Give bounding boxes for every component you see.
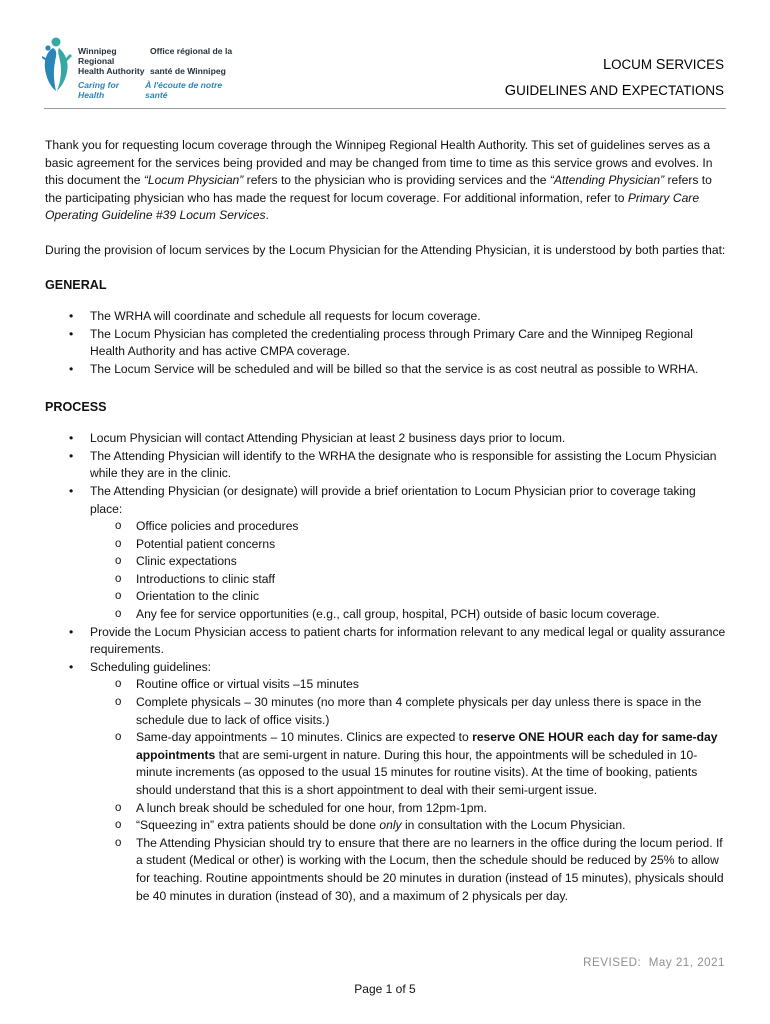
wrha-figure-icon <box>40 36 74 92</box>
sub-list-item: o Potential patient concerns <box>90 536 727 554</box>
sub-list-item: o “Squeezing in” extra patients should be done only in consultation with the Locum Physician. <box>90 817 727 835</box>
general-list <box>45 308 727 378</box>
revised-date <box>583 956 725 969</box>
logo-fr-line2: santé de Winnipeg <box>150 66 226 76</box>
intro-paragraph-2: During the provision of locum services by the Locum Physician for the Attending Physician, it is understood by both parties that: <box>45 242 726 257</box>
sub-list-item: o Clinic expectations <box>90 553 727 571</box>
scheduling-sublist <box>90 676 727 905</box>
list-item: • The Locum Service will be scheduled and will be billed so that the service is as cost neutral as possible to WRHA. <box>45 361 727 379</box>
list-item-text: The Attending Physician (or designate) will provide a brief orientation to Locum Physician prior to coverage taking place: <box>90 483 696 516</box>
wrha-logo <box>40 34 240 100</box>
sub-list-item: o Routine office or virtual visits –15 minutes <box>90 676 727 694</box>
list-item <box>45 483 727 624</box>
sub-list-item: o Complete physicals – 30 minutes (no more than 4 complete physicals per day unless there is space in the schedule due to lack of office visits.) <box>90 694 727 729</box>
logo-tagline-en: Caring for Health <box>78 80 120 100</box>
list-item: • The Attending Physician will identify to the WRHA the designate who is responsible for assisting the Locum Physician while they are in the clinic. <box>45 448 727 483</box>
orientation-sublist <box>90 518 727 624</box>
sub-list-item: o Orientation to the clinic <box>90 588 727 606</box>
logo-text <box>78 46 240 100</box>
sub-list-item: o A lunch break should be scheduled for one hour, from 12pm-1pm. <box>90 800 727 818</box>
logo-en-line2: Health Authority <box>78 66 145 76</box>
revised-label: REVISED: <box>583 956 642 969</box>
page-number: Page 1 of 5 <box>354 982 416 996</box>
list-item: • Provide the Locum Physician access to patient charts for information relevant to any medical legal or quality assurance requirements. <box>45 624 727 659</box>
sub-list-item: o Same-day appointments – 10 minutes. Clinics are expected to reserve ONE HOUR each day for same-day appointments that are semi-urgent in nature. During this hour, the appointments will be scheduled in 10-minute increments (as opposed to the usual 15 minutes for routine visits). At the time of booking, patients should understand that this is a short appointment to deal with their semi-urgent issue. <box>90 729 727 799</box>
sub-list-item: o The Attending Physician should try to ensure that there are no learners in the office during the locum period. If a student (Medical or other) is working with the Locum, then the schedule should be reduced by 25% to allow for teaching. Routine appointments should be 20 minutes in duration (instead of 15 minutes), physicals should be 40 minutes in duration (instead of 30), and a maximum of 2 physicals per day. <box>90 835 727 905</box>
sub-list-item: o Any fee for service opportunities (e.g., call group, hospital, PCH) outside of basic locum coverage. <box>90 606 727 624</box>
list-item: • The WRHA will coordinate and schedule all requests for locum coverage. <box>45 308 727 326</box>
logo-fr-line1: Office régional de la <box>150 46 233 56</box>
sub-list-item: o Introductions to clinic staff <box>90 571 727 589</box>
intro-paragraph-1: Thank you for requesting locum coverage through the Winnipeg Regional Health Authority. This set of guidelines serves as a basic agreement for the services being provided and may be changed from time to time as this service grows and evolves. In this document the “Locum Physician” refers to the physician who is providing services and the “Attending Physician” refers to the participating physician who has made the request for locum coverage. For additional information, refer to Primary Care Operating Guideline #39 Locum Services. <box>45 138 713 223</box>
logo-en-line1: Winnipeg Regional <box>78 46 117 66</box>
sub-list-item: o Office policies and procedures <box>90 518 727 536</box>
header-divider <box>44 108 726 109</box>
title-line-1: LOCUM SERVICES <box>602 57 724 73</box>
section-heading-general: GENERAL <box>45 277 107 292</box>
process-list <box>45 430 727 905</box>
list-item <box>45 659 727 905</box>
logo-tagline-fr: À l'écoute de notre santé <box>145 80 223 100</box>
list-item-text: Scheduling guidelines: <box>90 659 212 674</box>
document-body <box>45 137 727 905</box>
revised-value: May 21, 2021 <box>648 956 725 969</box>
title-line-2: GUIDELINES AND EXPECTATIONS <box>504 83 724 99</box>
document-title <box>505 52 724 104</box>
list-item: • Locum Physician will contact Attending Physician at least 2 business days prior to locum. <box>45 430 727 448</box>
section-heading-process: PROCESS <box>45 399 107 414</box>
list-item: • The Locum Physician has completed the credentialing process through Primary Care and the Winnipeg Regional Health Authority and has active CMPA coverage. <box>45 326 727 361</box>
